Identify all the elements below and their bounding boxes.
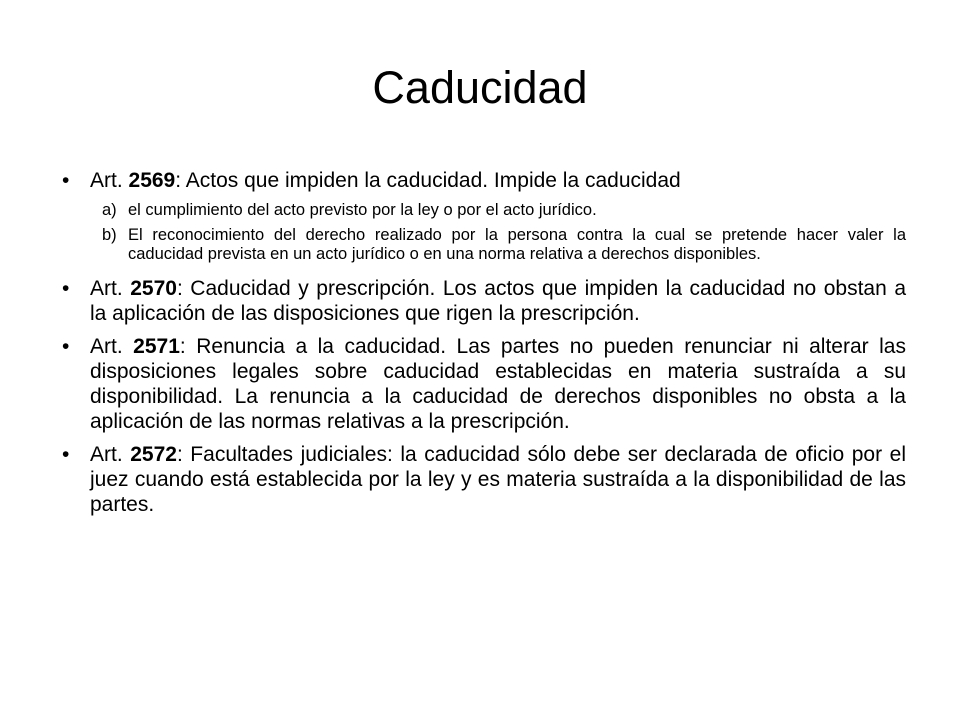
article-prefix: Art. xyxy=(90,443,131,466)
sublist-marker: b) xyxy=(102,226,117,244)
sublist-item-b xyxy=(62,226,906,264)
slide-title: Caducidad xyxy=(372,62,588,113)
article-number: 2569 xyxy=(128,169,176,192)
article-number: 2572 xyxy=(130,443,177,466)
sublist-item-a xyxy=(62,201,906,220)
sublist-marker: a) xyxy=(102,201,117,219)
article-prefix: Art. xyxy=(90,277,131,300)
article-text: : Caducidad y prescripción. Los actos que impiden la caducidad no obstan a la aplicación de las disposiciones que rigen la prescripción. xyxy=(90,277,906,325)
article-number: 2570 xyxy=(130,277,177,300)
sublist-text: el cumplimiento del acto previsto por la ley o por el acto jurídico. xyxy=(128,201,597,219)
bullet-icon: • xyxy=(62,277,70,300)
article-number: 2571 xyxy=(133,335,180,358)
article-text: : Actos que impiden la caducidad. Impide la caducidad xyxy=(175,169,681,192)
article-2571-item xyxy=(62,334,906,434)
bullet-icon: • xyxy=(62,169,70,192)
sublist-text: El reconocimiento del derecho realizado por la persona contra la cual se pretende hacer valer la caducidad prevista en un acto jurídico o en una norma relativa a derechos disponibles. xyxy=(128,226,906,263)
article-2570-item xyxy=(62,276,906,326)
slide-content xyxy=(62,168,906,525)
article-2569-item xyxy=(62,168,906,193)
article-text: : Facultades judiciales: la caducidad sólo debe ser declarada de oficio por el juez cuando está establecida por la ley y es materia sustraída a la disponibilidad de las partes. xyxy=(90,443,906,516)
article-2569-sublist xyxy=(62,201,906,264)
article-2572-item xyxy=(62,442,906,517)
article-prefix: Art. xyxy=(90,335,134,358)
article-prefix: Art. xyxy=(90,169,129,192)
bullet-icon: • xyxy=(62,335,70,358)
bullet-icon: • xyxy=(62,443,70,466)
article-text: : Renuncia a la caducidad. Las partes no pueden renunciar ni alterar las disposiciones legales sobre caducidad establecidas en materia sustraída a su disponibilidad. La renuncia a la caducidad de derechos disponibles no obsta a la aplicación de las normas relativas a la prescripción. xyxy=(90,335,906,433)
